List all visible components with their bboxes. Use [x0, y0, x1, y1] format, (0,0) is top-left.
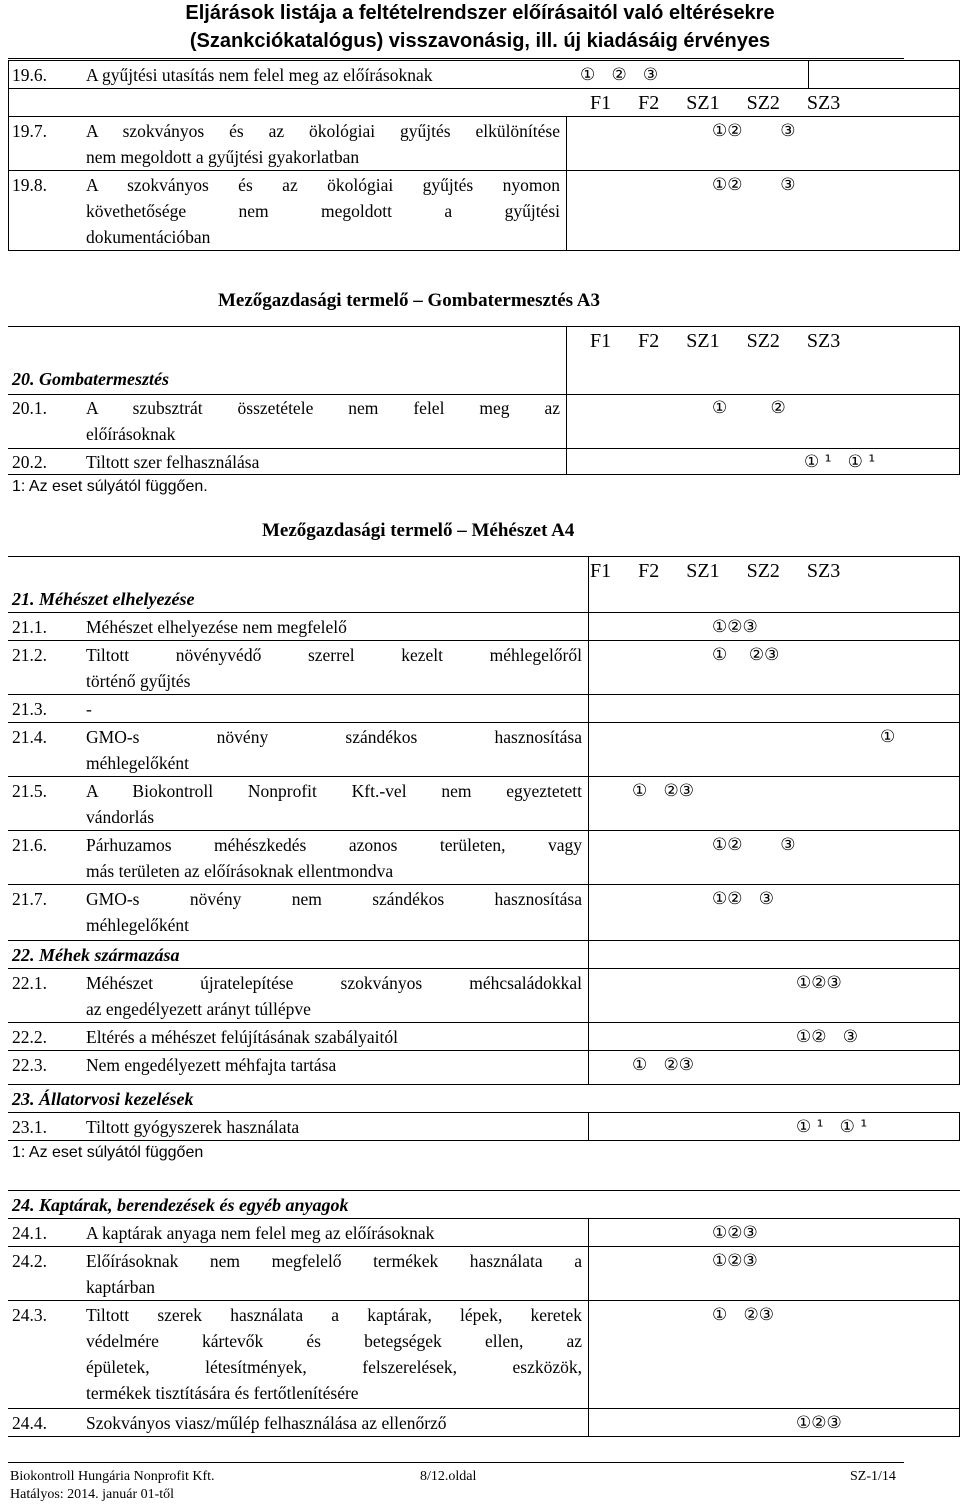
severity-marks: ①②③	[712, 1251, 758, 1271]
row-text-cont: kaptárban	[86, 1277, 155, 1297]
severity-marks: ① ②③	[632, 781, 694, 801]
row-text: Méhészet újratelepítése szokványos méhcsaládokkal	[86, 973, 582, 993]
row-number: 19.6.	[12, 65, 47, 85]
row-text-cont: méhlegelőként	[86, 753, 190, 773]
row-number: 22.3.	[12, 1055, 47, 1075]
footer-document-code: SZ-1/14	[850, 1469, 896, 1484]
row-text-cont: az engedélyezett arányt túllépve	[86, 999, 311, 1019]
section-heading-24: 24. Kaptárak, berendezések és egyéb anyagok	[12, 1195, 349, 1215]
row-text: A szokványos és az ökológiai gyűjtés nyomon	[86, 175, 560, 195]
severity-marks: ①② ③	[712, 175, 796, 195]
row-text: Előírásoknak nem megfelelő termékek használata a	[86, 1251, 582, 1271]
row-number: 21.2.	[12, 645, 47, 665]
row-text: Nem engedélyezett méhfajta tartása	[86, 1055, 337, 1075]
severity-marks: ①② ③	[712, 121, 796, 141]
row-number: 19.7.	[12, 121, 47, 141]
row-number: 21.7.	[12, 889, 47, 909]
severity-marks: ① ¹ ① ¹	[796, 1117, 868, 1137]
row-text-cont: előírásoknak	[86, 424, 176, 444]
row-number: 23.1.	[12, 1117, 47, 1137]
severity-marks: ①	[880, 727, 896, 747]
row-text: Tiltott növényvédő szerrel kezelt méhlegelőről	[86, 645, 582, 665]
row-text-cont: történő gyűjtés	[86, 671, 191, 691]
column-headers: F1 F2 SZ1 SZ2 SZ3	[590, 330, 841, 352]
row-text-cont: vándorlás	[86, 807, 155, 827]
row-text-cont: épületek, létesítmények, felszerelések, eszközök,	[86, 1357, 582, 1377]
severity-marks: ① ② ③	[580, 65, 659, 85]
footnote-23: 1: Az eset súlyától függően	[12, 1144, 204, 1161]
severity-marks: ① ②③	[712, 645, 780, 665]
row-text: A szokványos és az ökológiai gyűjtés elkülönítése	[86, 121, 560, 141]
row-number: 21.3.	[12, 699, 47, 719]
row-number: 21.6.	[12, 835, 47, 855]
row-text-cont: méhlegelőként	[86, 915, 190, 935]
severity-marks: ①②③	[712, 1223, 758, 1243]
row-number: 24.4.	[12, 1413, 47, 1433]
document-title-line1: Eljárások listája a feltételrendszer előírásaitól való eltérésekre	[185, 2, 775, 24]
row-text: Méhészet elhelyezése nem megfelelő	[86, 617, 347, 637]
document-title-line2: (Szankciókatalógus) visszavonásig, ill. új kiadásáig érvényes	[189, 30, 771, 52]
severity-marks: ①② ③	[712, 835, 796, 855]
row-text: Tiltott gyógyszerek használata	[86, 1117, 300, 1137]
row-text: -	[86, 699, 92, 719]
row-text: GMO-s növény nem szándékos hasznosítása	[86, 889, 582, 909]
severity-marks: ①② ③	[712, 889, 774, 909]
footer-company: Biokontroll Hungária Nonprofit Kft.	[10, 1469, 215, 1484]
severity-marks: ① ②③	[632, 1055, 694, 1075]
row-text: A szubsztrát összetétele nem felel meg az	[86, 398, 560, 418]
section-heading-22: 22. Méhek származása	[12, 945, 180, 965]
severity-marks: ① ②③	[712, 1305, 774, 1325]
severity-marks: ① ②	[712, 398, 786, 418]
row-text: GMO-s növény szándékos hasznosítása	[86, 727, 582, 747]
row-text-cont: követhetősége nem megoldott a gyűjtési	[86, 201, 560, 221]
footer-page-number: 8/12.oldal	[420, 1469, 477, 1484]
row-number: 24.1.	[12, 1223, 47, 1243]
row-text: A gyűjtési utasítás nem felel meg az előírásoknak	[86, 65, 433, 85]
severity-marks: ①②③	[796, 973, 842, 993]
row-number: 24.3.	[12, 1305, 47, 1325]
row-number: 24.2.	[12, 1251, 47, 1271]
row-number: 22.1.	[12, 973, 47, 993]
section-heading-20: 20. Gombatermesztés	[12, 369, 169, 389]
severity-marks: ①②③	[796, 1413, 842, 1433]
row-text: A Biokontroll Nonprofit Kft.-vel nem egyeztetett	[86, 781, 582, 801]
row-text: Párhuzamos méhészkedés azonos területen, vagy	[86, 835, 582, 855]
row-text-cont: más területen az előírásoknak ellentmondva	[86, 861, 394, 881]
row-text-cont: dokumentációban	[86, 227, 211, 247]
row-number: 21.5.	[12, 781, 47, 801]
row-text-cont: termékek tisztítására és fertőtlenítésére	[86, 1383, 359, 1403]
row-number: 21.4.	[12, 727, 47, 747]
row-number: 19.8.	[12, 175, 47, 195]
row-text: Tiltott szer felhasználása	[86, 452, 260, 472]
row-text-cont: nem megoldott a gyűjtési gyakorlatban	[86, 147, 360, 167]
row-number: 20.1.	[12, 398, 47, 418]
row-number: 21.1.	[12, 617, 47, 637]
column-headers: F1 F2 SZ1 SZ2 SZ3	[590, 92, 841, 114]
row-text: A kaptárak anyaga nem felel meg az előírásoknak	[86, 1223, 435, 1243]
row-number: 22.2.	[12, 1027, 47, 1047]
section-heading-21: 21. Méhészet elhelyezése	[12, 589, 195, 609]
column-headers: F1 F2 SZ1 SZ2 SZ3	[590, 560, 841, 582]
section-title-a3: Mezőgazdasági termelő – Gombatermesztés A3	[218, 290, 600, 311]
section-heading-23: 23. Állatorvosi kezelések	[12, 1089, 194, 1109]
footer-validity: Hatályos: 2014. január 01-től	[10, 1487, 175, 1502]
severity-marks: ①②③	[712, 617, 758, 637]
row-text: Szokványos viasz/műlép felhasználása az ellenőrző	[86, 1413, 447, 1433]
row-text: Eltérés a méhészet felújításának szabályaitól	[86, 1027, 398, 1047]
footnote-a3: 1: Az eset súlyától függően.	[12, 478, 208, 495]
row-number: 20.2.	[12, 452, 47, 472]
row-text-cont: védelmére kártevők és betegségek ellen, az	[86, 1331, 582, 1351]
severity-marks: ① ¹ ① ¹	[804, 452, 876, 472]
severity-marks: ①② ③	[796, 1027, 858, 1047]
section-title-a4: Mezőgazdasági termelő – Méhészet A4	[262, 520, 575, 541]
row-text: Tiltott szerek használata a kaptárak, lépek, keretek	[86, 1305, 582, 1325]
